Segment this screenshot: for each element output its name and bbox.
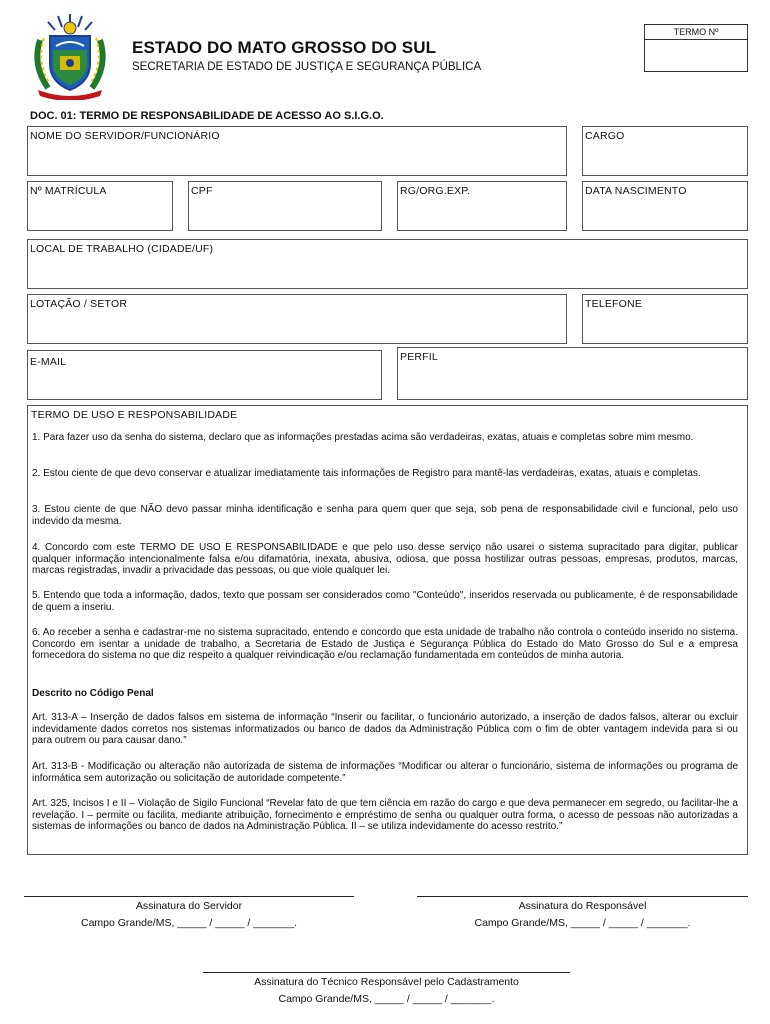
data-nascimento-field[interactable] <box>582 181 748 231</box>
servidor-date-line: Campo Grande/MS, _____ / _____ / _______. <box>81 917 297 929</box>
tecnico-signature-label: Assinatura do Técnico Responsável pelo Cadastramento <box>254 976 519 988</box>
state-coat-of-arms-logo <box>30 10 110 100</box>
lotacao-setor-label: LOTAÇÃO / SETOR <box>30 298 128 310</box>
term-item-6: 6. Ao receber a senha e cadastrar-me no sistema supracitado, entendo e concordo que esta unidade de trabalho não controla o conteúdo inserido no sistema. Concordo em isentar a unidade de trabalho, a Secretaria de Estado de Justiça e Segurança Pública do Estado do Mato Grosso do Sul e a empresa fornecedora do sistema no que diz respeito a qualquer reivindicação e/ou reclamação fundamentada em conteúdos de minha autoria. <box>32 627 738 661</box>
cpf-label: CPF <box>191 185 213 197</box>
termo-number-label: TERMO Nº <box>644 24 748 40</box>
nome-servidor-label: NOME DO SERVIDOR/FUNCIONÁRIO <box>30 130 220 142</box>
terms-of-use-section <box>27 405 748 855</box>
matricula-field[interactable] <box>27 181 173 231</box>
term-item-2: 2. Estou ciente de que devo conservar e atualizar imediatamente tais informações de Registro para mantê-las verdadeiras, exatas, atuais e completas. <box>32 468 701 479</box>
term-item-4: 4. Concordo com este TERMO DE USO E RESPONSABILIDADE e que pelo uso desse serviço não usarei o sistema supracitado para digitar, publicar qualquer informação intencionalmente falsa e/ou difamatória, inexata, abusiva, odiosa, que possa hostilizar outras pessoas, empresas, produtos, marcas, marcas registradas, invadir a privacidade das pessoas, ou que viole qualquer lei. <box>32 542 738 576</box>
term-item-3: 3. Estou ciente de que NÃO devo passar minha identificação e senha para quem quer que seja, sob pena de responsabilidade civil e funcional, pelo uso indevido da mesma. <box>32 504 738 527</box>
email-field[interactable] <box>27 350 382 400</box>
local-trabalho-label: LOCAL DE TRABALHO (CIDADE/UF) <box>30 243 214 255</box>
responsavel-signature-line[interactable] <box>417 896 748 897</box>
telefone-field[interactable] <box>582 294 748 344</box>
telefone-label: TELEFONE <box>585 298 643 310</box>
perfil-field[interactable] <box>397 347 748 400</box>
penal-code-heading: Descrito no Código Penal <box>32 688 154 699</box>
article-313b: Art. 313-B - Modificação ou alteração não autorizada de sistema de informações “Modificar ou alterar o funcionário, sistema de informações ou programa de informática sem autorização ou solicitação de autoridade competente.” <box>32 761 738 784</box>
term-item-5: 5. Entendo que toda a informação, dados, texto que possam ser considerados como "Conteúdo", inseridos reservada ou publicamente, é de responsabilidade de quem a inseriu. <box>32 590 738 613</box>
tecnico-signature-line[interactable] <box>203 972 570 973</box>
page-title: ESTADO DO MATO GROSSO DO SUL <box>132 38 437 57</box>
data-nascimento-label: DATA NASCIMENTO <box>585 185 687 197</box>
termo-number-field[interactable] <box>644 39 748 72</box>
article-325: Art. 325, Incisos I e II – Violação de Sigilo Funcional “Revelar fato de que tem ciência em razão do cargo e que deva permanecer em segredo, ou facilitar-lhe a revelação. I – permite ou facilita, mediante atribuição, fornecimento e empréstimo de senha ou qualquer outra forma, o acesso de pessoas não autorizadas a sistemas de informações ou banco de dados na Administração Pública. II – se utiliza indevidamente do acesso restrito.” <box>32 798 738 832</box>
cpf-field[interactable] <box>188 181 382 231</box>
responsavel-date-line: Campo Grande/MS, _____ / _____ / _______. <box>474 917 691 929</box>
page-subtitle: SECRETARIA DE ESTADO DE JUSTIÇA E SEGURANÇA PÚBLICA <box>132 61 482 73</box>
perfil-label: PERFIL <box>400 351 438 363</box>
cargo-field[interactable] <box>582 126 748 176</box>
local-trabalho-field[interactable] <box>27 239 748 289</box>
servidor-signature-label: Assinatura do Servidor <box>135 900 243 912</box>
responsavel-signature-label: Assinatura do Responsável <box>518 900 647 912</box>
lotacao-setor-field[interactable] <box>27 294 567 344</box>
rg-field[interactable] <box>397 181 567 231</box>
nome-servidor-field[interactable] <box>27 126 567 176</box>
term-item-1: 1. Para fazer uso da senha do sistema, declaro que as informações prestadas acima são verdadeiras, exatas, atuais e completas sobre mim mesmo. <box>32 432 694 443</box>
rg-label: RG/ORG.EXP. <box>400 185 471 197</box>
terms-heading: TERMO DE USO E RESPONSABILIDADE <box>31 409 238 421</box>
servidor-signature-line[interactable] <box>24 896 354 897</box>
tecnico-date-line: Campo Grande/MS, _____ / _____ / _______. <box>278 993 495 1005</box>
email-label: E-MAIL <box>30 356 67 368</box>
cargo-label: CARGO <box>585 130 625 142</box>
article-313a: Art. 313-A – Inserção de dados falsos em sistema de informação “Inserir ou facilitar, o funcionário autorizado, a inserção de dados falsos, alterar ou excluir indevidamente dados corretos nos sistemas informatizados ou banco de dados da Administração Pública com o fim de obter vantagem indevida para si ou para outrem ou para causar dano.” <box>32 712 738 746</box>
document-title: DOC. 01: TERMO DE RESPONSABILIDADE DE ACESSO AO S.I.G.O. <box>30 110 384 122</box>
matricula-label: Nº MATRÍCULA <box>30 185 107 197</box>
